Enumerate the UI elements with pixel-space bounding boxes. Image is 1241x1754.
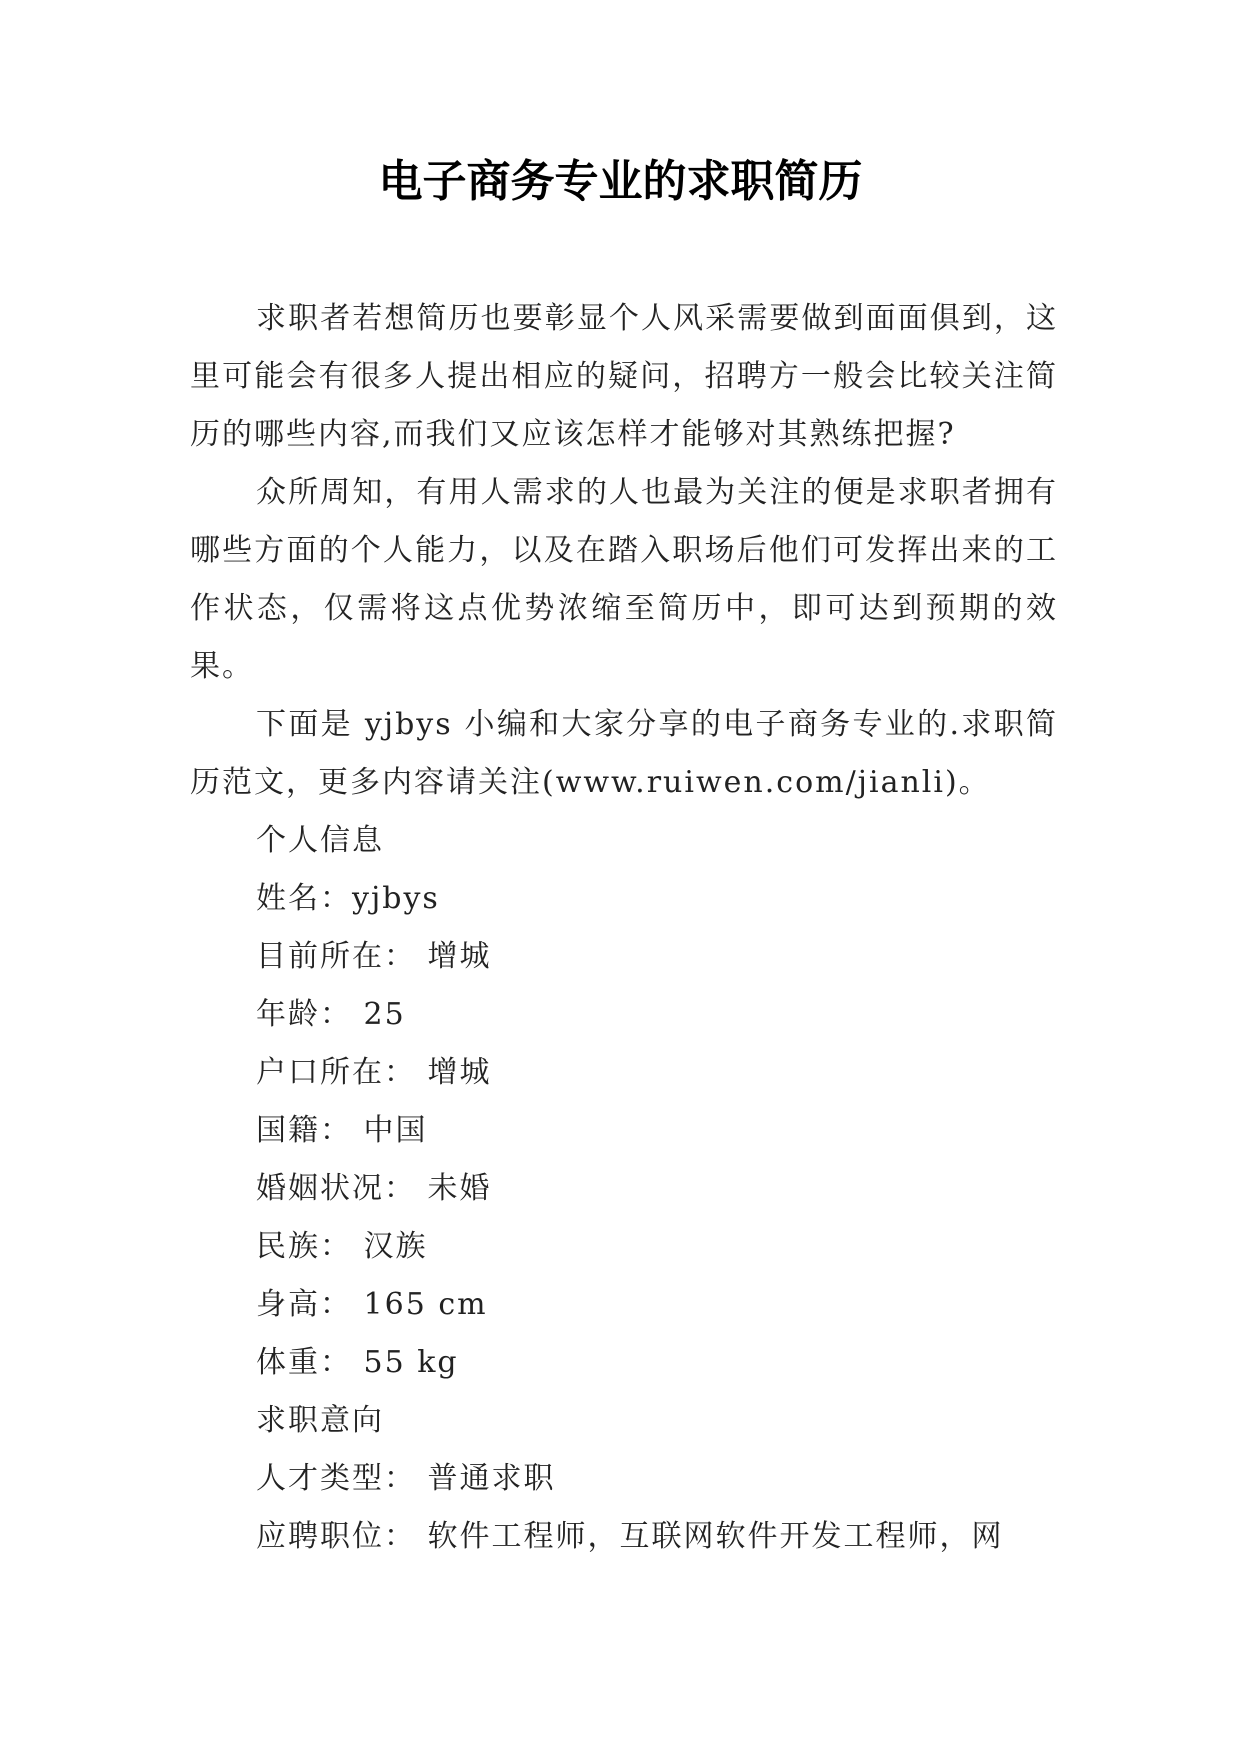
field-name: 姓名：yjbys: [256, 881, 440, 916]
field-applied-position: 应聘职位： 软件工程师，互联网软件开发工程师，网: [256, 1519, 1004, 1554]
field-nationality: 国籍： 中国: [256, 1113, 428, 1148]
field-height: 身高： 165 cm: [256, 1287, 488, 1322]
field-current-location: 目前所在： 增城: [256, 939, 492, 974]
field-talent-type: 人才类型： 普通求职: [256, 1461, 556, 1496]
intro-paragraph-2: 众所周知，有用人需求的人也最为关注的便是求职者拥有哪些方面的个人能力，以及在踏入职场后他们可发挥出来的工作状态，仅需将这点优势浓缩至简历中，即可达到预期的效果。: [190, 475, 1058, 684]
field-marital-status: 婚姻状况： 未婚: [256, 1171, 492, 1206]
field-weight: 体重： 55 kg: [256, 1345, 459, 1380]
intro-paragraph-1: 求职者若想简历也要彰显个人风采需要做到面面俱到，这里可能会有很多人提出相应的疑问，招聘方一般会比较关注简历的哪些内容,而我们又应该怎样才能够对其熟练把握?: [190, 301, 1058, 452]
intro-paragraph-3: 下面是 yjbys 小编和大家分享的电子商务专业的.求职简历范文，更多内容请关注(www.ruiwen.com/jianli)。: [190, 707, 1058, 800]
section-heading-job-intention: 求职意向: [256, 1403, 384, 1438]
document-body: [190, 290, 1058, 1566]
section-heading-personal-info: 个人信息: [256, 823, 384, 858]
document-title: 电子商务专业的求职简历: [378, 156, 863, 207]
field-ethnicity: 民族： 汉族: [256, 1229, 428, 1264]
field-household-registration: 户口所在： 增城: [256, 1055, 492, 1090]
field-age: 年龄： 25: [256, 997, 406, 1032]
